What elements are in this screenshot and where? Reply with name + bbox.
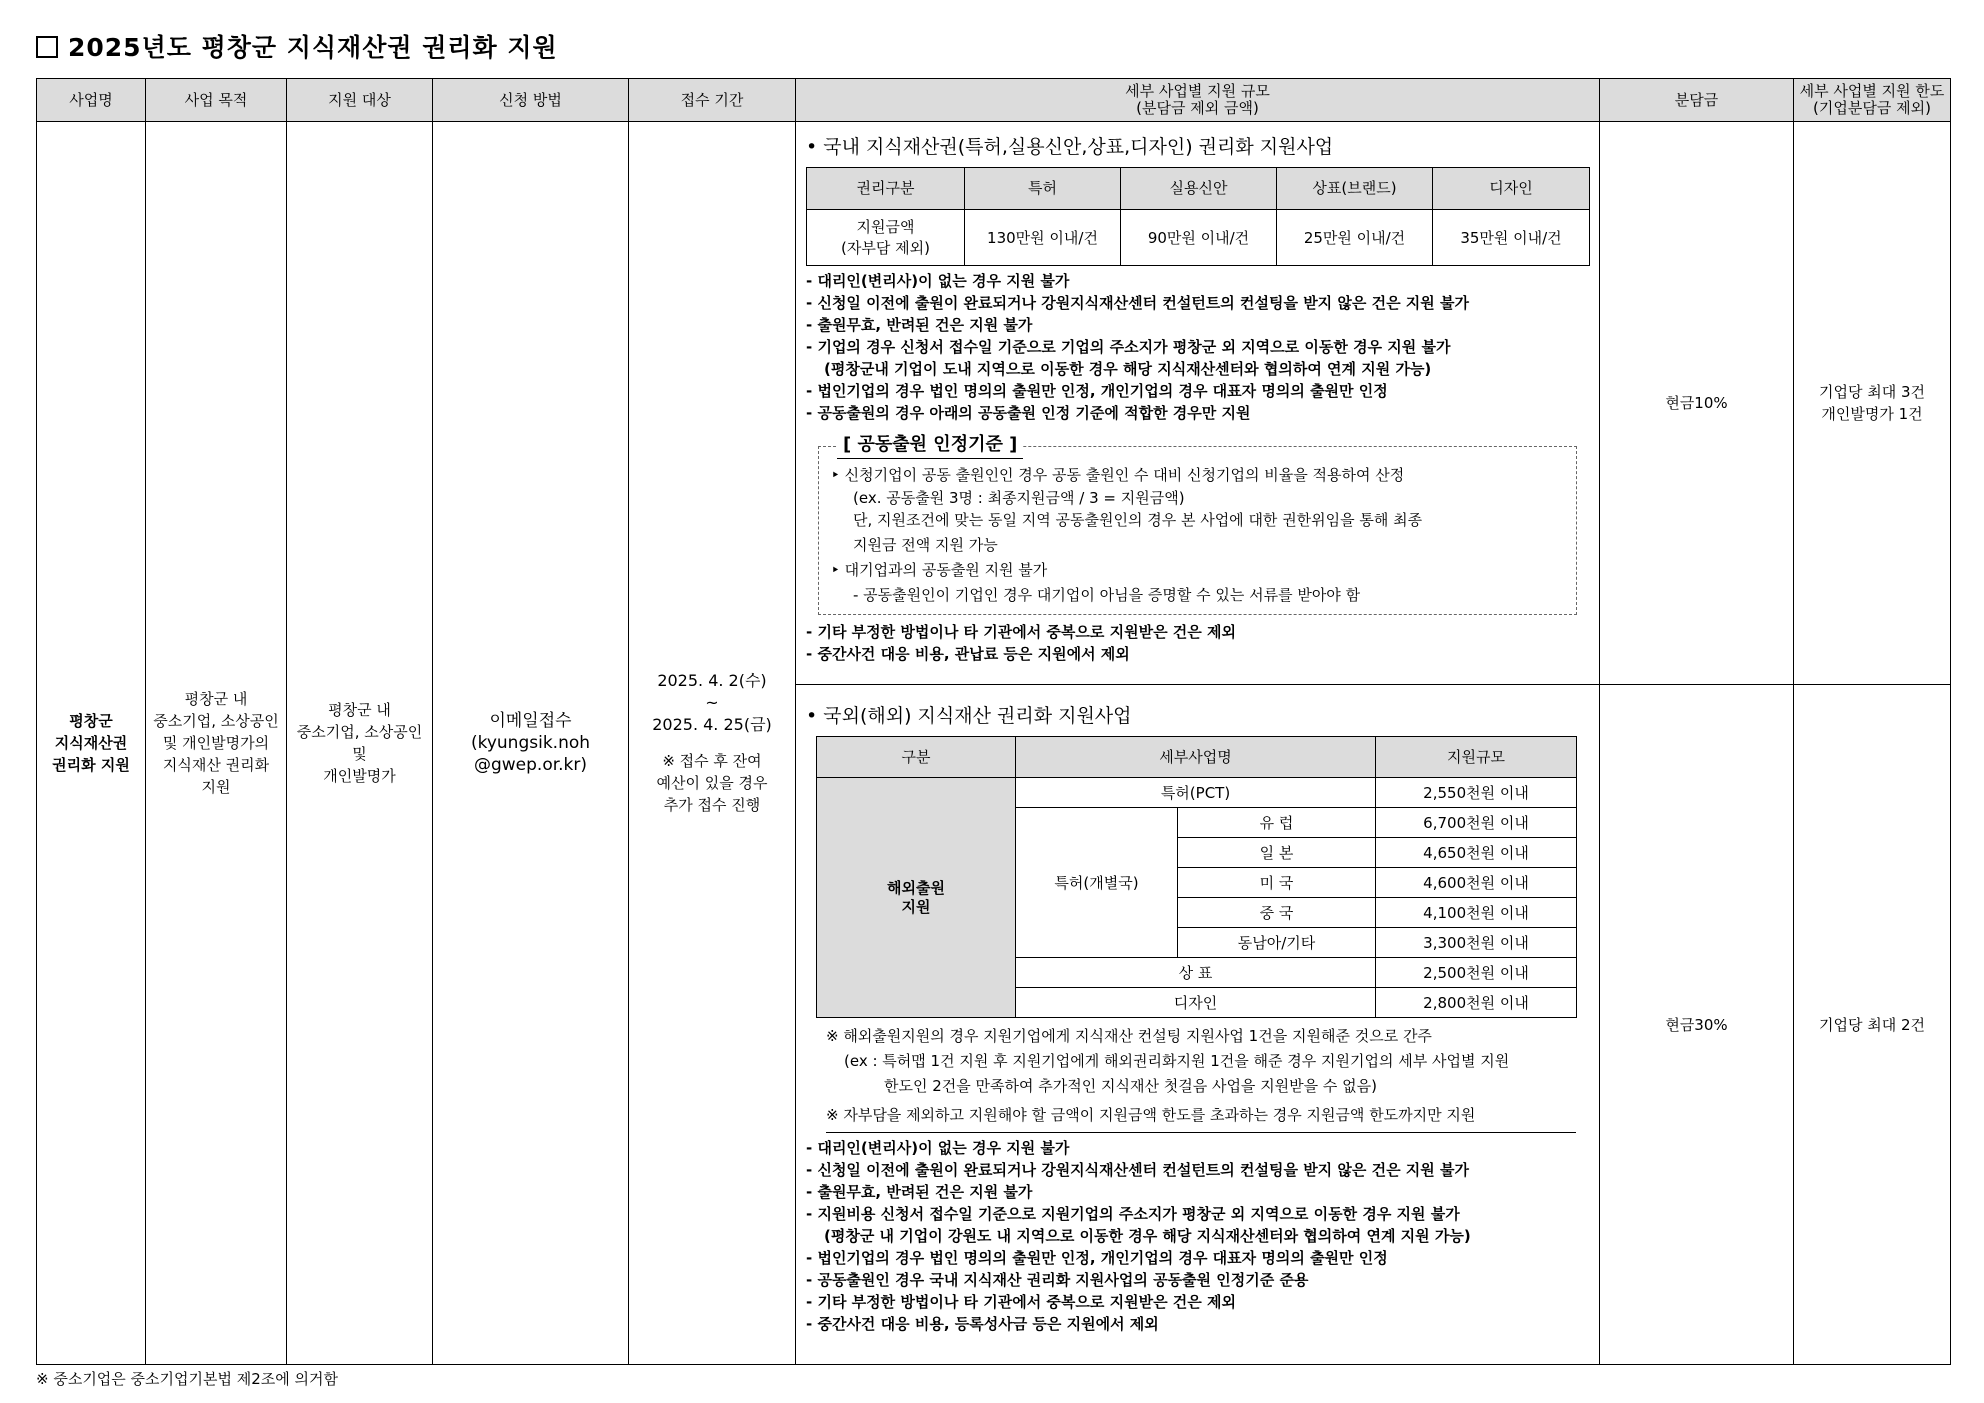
domestic-detail-cell	[796, 122, 1600, 685]
page-title: 2025년도 평창군 지식재산권 권리화 지원	[36, 28, 558, 64]
header-row	[37, 79, 1951, 122]
joint-application-criteria-box: [ 공동출원 인정기준 ] ‣ 신청기업이 공동 출원인인 경우 공동 출원인 수 대비 신청기업의 비율을 적용하여 산정 (ex. 공동출원 3명 : 최종지원금액 / 3 = 지원금액) 단, 지원조건에 맞는 동일 지역 공동출원인의 경우 본 사업에 대한 권한위임을 통해 최종 지원금 전액 지원 가능 ‣ 대기업과의 공동출원 지원 불가 - 공동출원인이 기업인 경우 대기업이 아님을 증명할 수 있는 서류를 받아야 함	[818, 446, 1577, 615]
header-period: 접수 기간	[629, 79, 796, 122]
program-purpose-cell: 평창군 내 중소기업, 소상공인 및 개인발명가의 지식재산 권리화 지원	[146, 122, 287, 1365]
criteria-title: [ 공동출원 인정기준 ]	[837, 428, 1023, 459]
amount-row-label: 지원금액 (자부담 제외)	[807, 210, 965, 266]
domestic-share-cell: 현금10%	[1600, 122, 1794, 685]
overseas-rules: - 대리인(변리사)이 없는 경우 지원 불가 - 신청일 이전에 출원이 완료되거나 강원지식재산센터 컨설턴트의 컨설팅을 받지 않은 건은 지원 불가 - 출원무효, 반려된 건은 지원 불가 - 지원비용 신청서 접수일 기준으로 지원기업의 주소지가 평창군 외 지역으로 이동한 경우 지원 불가 (평창군 내 기업이 강원도 내 지역으로 이동한 경우 해당 지식재산센터와 협의하여 연계 지원 가능) - 법인기업의 경우 법인 명의의 출원만 인정, 개인기업의 경우 대표자 명의의 출원만 인정 - 공동출원인 경우 국내 지식재산 권리화 지원사업의 공동출원 인정기준 준용 - 기타 부정한 방법이나 타 기관에서 중복으로 지원받은 건은 제외 - 중간사건 대응 비용, 등록성사금 등은 지원에서 제외	[806, 1139, 1471, 1333]
program-name-cell: 평창군 지식재산권 권리화 지원	[37, 122, 146, 1365]
header-purpose: 사업 목적	[146, 79, 287, 122]
footnote: ※ 중소기업은 중소기업기본법 제2조에 의거함	[36, 1370, 339, 1388]
domestic-amount-table: 권리구분 특허 실용신안 상표(브랜드) 디자인 지원금액 (자부담 제외) 130만원 이내/건 90만원 이내/건 25만원 이내/건 35만원 이내/건	[806, 167, 1590, 266]
domestic-heading: • 국내 지식재산권(특허,실용신안,상표,디자인) 권리화 지원사업	[806, 136, 1334, 158]
overseas-share-cell: 현금30%	[1600, 685, 1794, 1365]
program-period-cell: 2025. 4. 2(수) ~ 2025. 4. 25(금) ※ 접수 후 잔여 예산이 있을 경우 추가 접수 진행	[629, 122, 796, 1365]
program-target-cell: 평창군 내 중소기업, 소상공인 및 개인발명가	[287, 122, 433, 1365]
overseas-category-cell: 해외출원 지원	[817, 778, 1016, 1018]
header-method: 신청 방법	[433, 79, 629, 122]
header-name: 사업명	[37, 79, 146, 122]
domestic-rules-after: - 기타 부정한 방법이나 타 기관에서 중복으로 지원받은 건은 제외 - 중간사건 대응 비용, 관납료 등은 지원에서 제외	[806, 623, 1236, 663]
header-scale: 세부 사업별 지원 규모 (분담금 제외 금액)	[796, 79, 1600, 122]
overseas-heading: • 국외(해외) 지식재산 권리화 지원사업	[806, 705, 1132, 727]
domestic-row	[37, 122, 1951, 685]
header-limit: 세부 사업별 지원 한도 (기업분담금 제외)	[1794, 79, 1951, 122]
header-target: 지원 대상	[287, 79, 433, 122]
overseas-detail-cell	[796, 685, 1600, 1365]
program-method-cell: 이메일접수 (kyungsik.noh @gwep.or.kr)	[433, 122, 629, 1365]
overseas-notes: ※ 해외출원지원의 경우 지원기업에게 지식재산 컨설팅 지원사업 1건을 지원해준 것으로 간주 (ex : 특허맵 1건 지원 후 지원기업에게 해외권리화지원 1건을 해준 경우 지원기업의 세부 사업별 지원 한도인 2건을 만족하여 추가적인 지식재산 첫걸음 사업을 지원받을 수 없음) ※ 자부담을 제외하고 지원해야 할 금액이 지원금액 한도를 초과하는 경우 지원금액 한도까지만 지원	[826, 1024, 1576, 1133]
header-share: 분담금	[1600, 79, 1794, 122]
support-program-table	[36, 78, 1951, 1365]
overseas-scale-table: 구분 세부사업명 지원규모 해외출원 지원 특허(PCT) 2,550천원 이내 특허(개별국) 유 럽 6,700천원 이내 일 본 4,650천원 이내 미 국 4,600천원 이내 중 국 4,100천원 이내 동남아/기타 3,300천원 이내 상 표 2,500천원 이내 디자인 2,800천원 이내	[816, 736, 1577, 1018]
checkbox-square-icon	[36, 36, 58, 58]
domestic-limit-cell: 기업당 최대 3건 개인발명가 1건	[1794, 122, 1951, 685]
domestic-rules: - 대리인(변리사)이 없는 경우 지원 불가 - 신청일 이전에 출원이 완료되거나 강원지식재산센터 컨설턴트의 컨설팅을 받지 않은 건은 지원 불가 - 출원무효, 반려된 건은 지원 불가 - 기업의 경우 신청서 접수일 기준으로 기업의 주소지가 평창군 외 지역으로 이동한 경우 지원 불가 (평창군내 기업이 도내 지역으로 이동한 경우 해당 지식재산센터와 협의하여 연계 지원 가능) - 법인기업의 경우 법인 명의의 출원만 인정, 개인기업의 경우 대표자 명의의 출원만 인정 - 공동출원의 경우 아래의 공동출원 인정 기준에 적합한 경우만 지원	[806, 272, 1469, 422]
overseas-limit-cell: 기업당 최대 2건	[1794, 685, 1951, 1365]
